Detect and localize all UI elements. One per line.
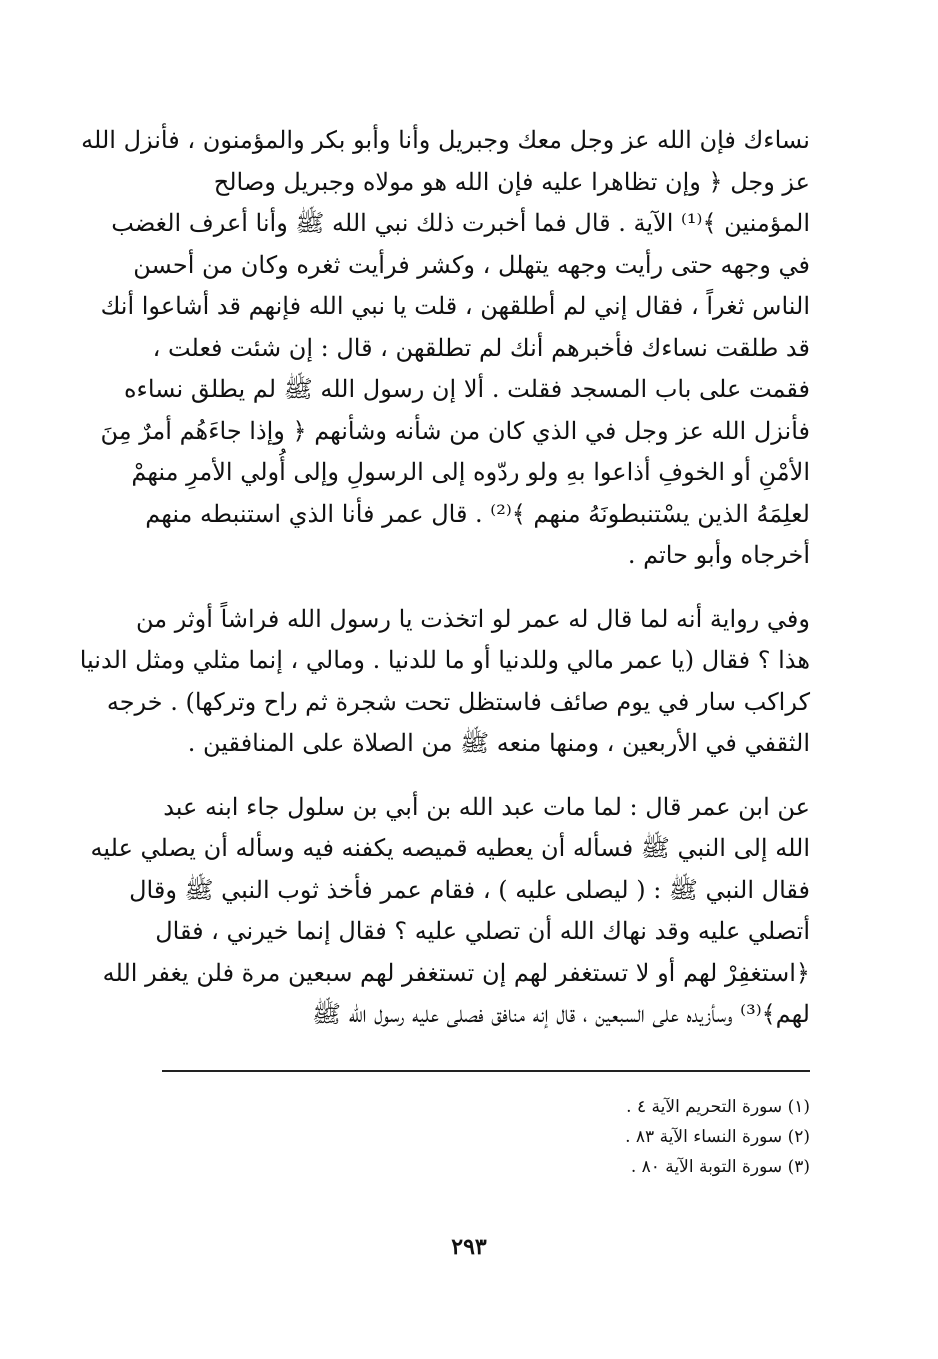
footnote-divider — [162, 1070, 810, 1072]
text-line: الله إلى النبي ﷺ فسأله أن يعطيه قميصه يكفنه فيه وسأله أن يصلي عليه — [90, 834, 810, 862]
text-line: لعلِمَهُ الذين يسْتنبطونَهُ منهم ﴾⁽²⁾ . قال عمر فأنا الذي استنبطه منهم — [145, 499, 810, 528]
text-line: لهم﴾⁽³⁾ وسأزيده على السبعين ، قال إنه منافق فصلى عليه رسول الله ﷺ — [311, 1000, 810, 1028]
text-line: وفي رواية أنه لما قال له عمر لو اتخذت يا رسول الله فراشاً أوثر من — [136, 604, 810, 633]
text-line: قد طلقت نساءك فأخبرهم أنك لم تطلقهن ، قال : إن شئت فعلت ، — [152, 333, 810, 362]
text-line: عز وجل ﴿ وإن تظاهرا عليه فإن الله هو مولاه وجبريل وصالح — [213, 167, 810, 196]
footnote-3: (٣) سورة التوبة الآية ٨٠ . — [630, 1157, 810, 1177]
paragraph-2 — [79, 599, 810, 765]
text-line: المؤمنين ﴾⁽¹⁾ الآية . قال فما أخبرت ذلك نبي الله ﷺ وأنا أعرف الغضب — [111, 209, 810, 237]
page-number: ٢٩٣ — [451, 1234, 487, 1260]
text-line: الثقفي في الأربعين ، ومنها منعه ﷺ من الصلاة على المنافقين . — [187, 729, 810, 757]
text-line: نساءك فإن الله عز وجل معك وجبريل وأنا وأبو بكر والمؤمنون ، فأنزل الله — [81, 126, 810, 154]
text-line: هذا ؟ فقال (يا عمر مالي وللدنيا أو ما للدنيا . ومالي ، إنما مثلي ومثل الدنيا — [79, 646, 810, 674]
footnotes — [500, 1092, 810, 1182]
text-line: كراكب سار في يوم صائف فاستظل تحت شجرة ثم راح وتركها) . خرجه — [106, 687, 810, 716]
text-line: أخرجاه وأبو حاتم . — [627, 541, 810, 569]
text-line: الأمْنِ أو الخوفِ أذاعوا بهِ ولو ردّوه إلى الرسولِ وإلى أُولي الأمرِ منهمْ — [131, 458, 810, 486]
text-line: أتصلي عليه وقد نهاك الله أن تصلي عليه ؟ فقال إنما خيرني ، فقال — [155, 917, 810, 945]
paragraph-3 — [90, 787, 810, 1036]
text-line: الناس ثغراً ، فقال إني لم أطلقهن ، قلت يا نبي الله فإنهم قد أشاعوا أنك — [100, 292, 810, 320]
footnote-1: (١) سورة التحريم الآية ٤ . — [626, 1097, 810, 1117]
text-line: فقمت على باب المسجد فقلت . ألا إن رسول الله ﷺ لم يطلق نساءه — [123, 375, 810, 403]
text-line: في وجهه حتى رأيت وجهه يتهلل ، وكشر فرأيت ثغره وكان من أحسن — [133, 250, 810, 279]
text-line: ﴿استغفِرْ لهم أو لا تستغفر لهم إن تستغفر لهم سبعين مرة فلن يغفر الله — [102, 958, 810, 987]
text-line: فأنزل الله عز وجل في الذي كان من شأنه وشأنهم ﴿ وإذا جاءَهُم أمرٌ مِنَ — [100, 416, 810, 445]
main-text — [79, 120, 810, 1036]
text-line: فقال النبي ﷺ : ( ليصلى عليه ) ، فقام عمر فأخذ ثوب النبي ﷺ وقال — [129, 875, 810, 904]
paragraph-1 — [81, 120, 810, 577]
footnote-2: (٢) سورة النساء الآية ٨٣ . — [625, 1127, 810, 1147]
text-line: عن ابن عمر قال : لما مات عبد الله بن أبي بن سلول جاء ابنه عبد — [163, 792, 810, 821]
